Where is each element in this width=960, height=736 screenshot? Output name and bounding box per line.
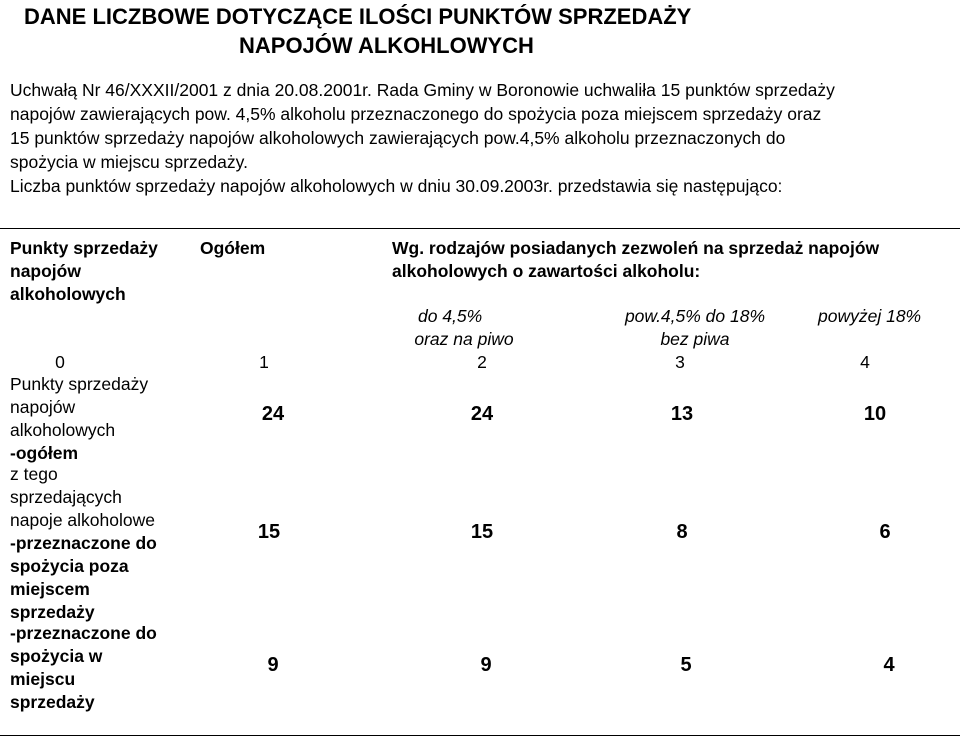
- header-text: oraz na piwo: [414, 329, 514, 349]
- column-number: 4: [860, 352, 870, 372]
- row-label-text: miejscem: [10, 579, 90, 599]
- row-label-text: -ogółem: [10, 443, 79, 463]
- row-label-text: alkoholowych: [10, 420, 116, 440]
- row-label-text: sprzedaży: [10, 692, 95, 712]
- table-cell: 13: [670, 403, 694, 425]
- header-text: alkoholowych o zawartości alkoholu:: [392, 261, 701, 281]
- header-text: bez piwa: [660, 329, 730, 349]
- table-cell: 9: [267, 654, 279, 676]
- table-cell: 24: [470, 403, 494, 425]
- header-points-label: [10, 237, 195, 306]
- intro-summary: Liczba punktów sprzedaży napojów alkoholowych w dniu 30.09.2003r. przedstawia się następująco:: [10, 176, 783, 196]
- row-label-text: Punkty sprzedaży: [10, 374, 149, 394]
- header-text: pow.4,5% do 18%: [624, 306, 766, 326]
- column-number: 1: [259, 352, 269, 372]
- table-cell: 5: [680, 654, 692, 676]
- header-up-to-4-5: [404, 305, 524, 351]
- header-text: Wg. rodzajów posiadanych zezwoleń na sprzedaż napojów: [392, 238, 880, 258]
- intro-line: Uchwałą Nr 46/XXXII/2001 z dnia 20.08.2001r. Rada Gminy w Boronowie uchwaliła 15 punktów sprzedaży: [10, 80, 835, 100]
- row-label-text: miejscu: [10, 669, 76, 689]
- header-text: alkoholowych: [10, 284, 126, 304]
- table-cell: 24: [261, 403, 285, 425]
- intro-text: [10, 78, 955, 198]
- table-cell: 15: [257, 521, 281, 543]
- row-label-text: z tego: [10, 464, 58, 484]
- title-line-1: DANE LICZBOWE DOTYCZĄCE ILOŚCI PUNKTÓW SPRZEDAŻY: [24, 4, 692, 29]
- header-above-18: powyżej 18%: [818, 306, 922, 326]
- row-label: [10, 622, 195, 714]
- column-number: 3: [675, 352, 685, 372]
- table-cell: 6: [879, 521, 891, 543]
- row-label-text: sprzedaży: [10, 602, 95, 622]
- row-label: [10, 373, 195, 465]
- table-cell: 10: [863, 403, 887, 425]
- header-permit-group: [392, 237, 952, 283]
- row-label: [10, 463, 195, 624]
- sales-points-table: [0, 228, 960, 736]
- column-number: 0: [55, 352, 65, 372]
- table-cell: 8: [676, 521, 688, 543]
- header-text: do 4,5%: [418, 306, 483, 326]
- row-label-text: napojów: [10, 397, 76, 417]
- table-cell: 15: [470, 521, 494, 543]
- row-label-text: spożycia poza: [10, 556, 129, 576]
- header-text: napojów: [10, 261, 81, 281]
- row-label-text: -przeznaczone do: [10, 623, 157, 643]
- header-total: Ogółem: [200, 238, 266, 258]
- table-cell: 4: [883, 654, 895, 676]
- row-label-text: spożycia w: [10, 646, 103, 666]
- row-label-text: -przeznaczone do: [10, 533, 157, 553]
- title-line-2: NAPOJÓW ALKOHLOWYCH: [239, 33, 534, 58]
- intro-line: 15 punktów sprzedaży napojów alkoholowych zawierających pow.4,5% alkoholu przeznaczonych do: [10, 128, 786, 148]
- header-4-5-to-18: [605, 305, 785, 351]
- header-text: Punkty sprzedaży: [10, 238, 158, 258]
- intro-line: spożycia w miejscu sprzedaży.: [10, 152, 248, 172]
- row-label-text: napoje alkoholowe: [10, 510, 155, 530]
- intro-line: napojów zawierających pow. 4,5% alkoholu przeznaczonego do spożycia poza miejscem sprzedaży oraz: [10, 104, 822, 124]
- table-cell: 9: [480, 654, 492, 676]
- row-label-text: sprzedających: [10, 487, 122, 507]
- document-title: [24, 2, 784, 60]
- column-number: 2: [477, 352, 487, 372]
